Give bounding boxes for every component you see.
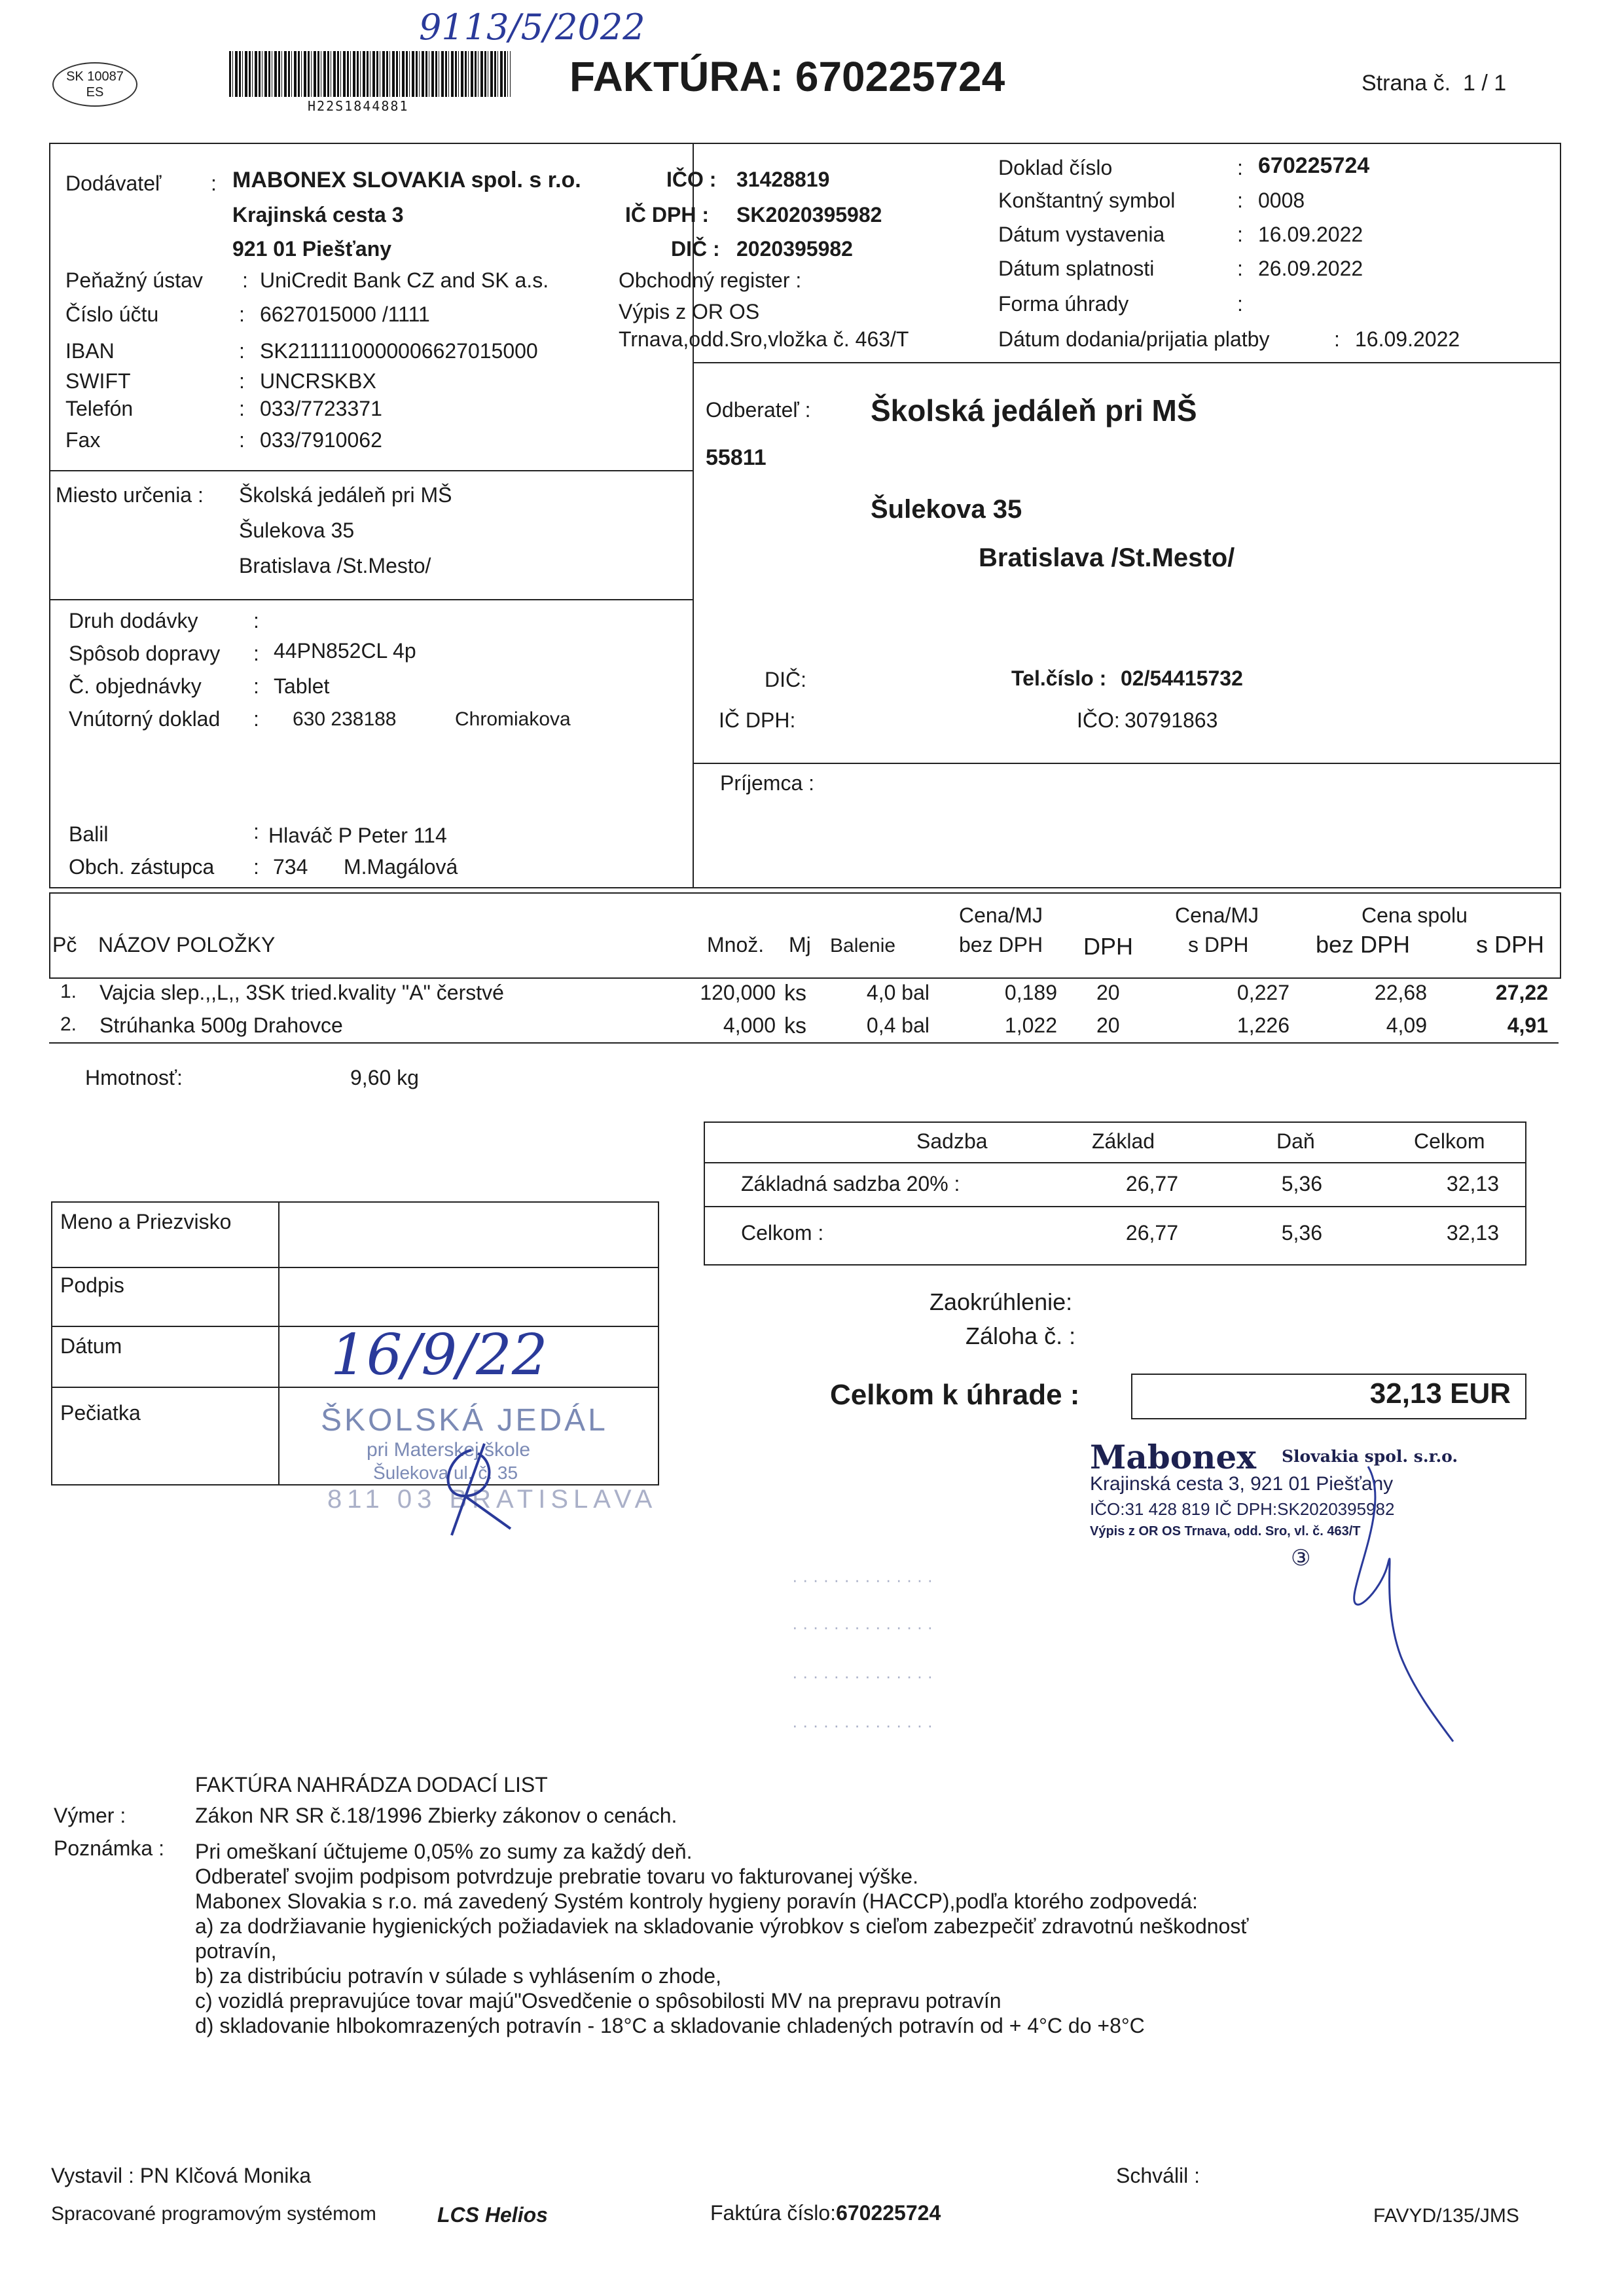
vat-row-label: Základná sadzba 20% : xyxy=(741,1172,960,1195)
customer-box-top xyxy=(693,362,1560,363)
supplier-colon: : xyxy=(211,172,217,195)
barcode xyxy=(229,51,511,97)
signature-table-divider xyxy=(278,1201,280,1484)
sales-rep-colon: : xyxy=(253,855,259,879)
supplier-label: Dodávateľ xyxy=(65,172,162,195)
recipient-label: Príjemca : xyxy=(720,771,815,795)
note-line: Mabonex Slovakia s r.o. má zavedený Systém kontroly hygieny poravín (HACCP),podľa ktorého zodpovedá: xyxy=(195,1889,1198,1913)
vat-summary-row-line xyxy=(704,1206,1525,1207)
bank-colon: : xyxy=(242,268,248,292)
weight-label: Hmotnosť: xyxy=(85,1066,183,1089)
destination-line3: Bratislava /St.Mesto/ xyxy=(239,554,431,577)
customer-street: Šulekova 35 xyxy=(871,495,1022,524)
transport-value: 44PN852CL 4p xyxy=(274,639,416,663)
approved-by-label: Schválil : xyxy=(1116,2164,1200,2187)
supplier-icdph: SK2020395982 xyxy=(736,203,882,227)
order-colon: : xyxy=(253,674,259,698)
packer-colon: : xyxy=(253,820,259,843)
fax-value: 033/7910062 xyxy=(260,428,382,452)
vat-row-base: 26,77 xyxy=(1125,1172,1178,1195)
delivery-type-colon: : xyxy=(253,609,259,632)
sales-rep-label: Obch. zástupca xyxy=(69,855,215,879)
account-colon: : xyxy=(239,302,245,326)
note-line: c) vozidlá prepravujúce tovar majú"Osvedčenie o spôsobilosti MV na prepravu potravín xyxy=(195,1989,1001,2013)
vat-row-label: Celkom : xyxy=(741,1221,824,1245)
note-line: Pri omeškaní účtujeme 0,05% zo sumy za každý deň. xyxy=(195,1840,693,1863)
supplier-name: MABONEX SLOVAKIA spol. s r.o. xyxy=(232,168,581,192)
destination-line2: Šulekova 35 xyxy=(239,519,355,542)
internal-doc-label: Vnútorný doklad xyxy=(69,707,221,731)
issued-by xyxy=(51,2164,311,2188)
note-line: a) za dodržiavanie hygienických požiadaviek na skladovanie výrobkov s cieľom zabezpečiť zdravotnú neškodnosť xyxy=(195,1914,1249,1938)
vat-row-total: 32,13 xyxy=(1446,1172,1499,1195)
col-price-vat-bottom: s DPH xyxy=(1188,933,1249,957)
system-name: LCS Helios xyxy=(437,2203,548,2227)
vat-header-tax: Daň xyxy=(1276,1129,1315,1153)
item-pack: 4,0 bal xyxy=(866,981,929,1004)
internal-doc-person: Chromiakova xyxy=(455,708,571,730)
fax-colon: : xyxy=(239,428,245,452)
signature-row-line1 xyxy=(51,1267,658,1268)
name-field-label: Meno a Priezvisko xyxy=(60,1210,232,1233)
supplier-ico-label: IČO : xyxy=(666,168,717,191)
page-label: Strana č. xyxy=(1362,71,1451,96)
doc-no-value: 670225724 xyxy=(1258,153,1370,178)
item-qty: 120,000 xyxy=(700,981,776,1004)
seal-line2: ES xyxy=(86,85,104,100)
customer-id: 55811 xyxy=(706,445,767,470)
handwritten-reference: 9113/5/2022 xyxy=(419,7,645,48)
company-stamp-address: Krajinská cesta 3, 921 01 Piešťany xyxy=(1090,1473,1394,1495)
col-unit: Mj xyxy=(789,933,811,957)
phone-colon: : xyxy=(239,397,245,420)
col-vat: DPH xyxy=(1083,933,1134,960)
item-total-excl: 4,09 xyxy=(1386,1013,1427,1037)
phone-label: Telefón xyxy=(65,397,134,420)
const-symbol-label: Konštantný symbol xyxy=(998,189,1176,212)
school-stamp-line1: ŠKOLSKÁ JEDÁL xyxy=(321,1403,608,1438)
seal-line1: SK 10087 xyxy=(66,69,124,84)
swift-label: SWIFT xyxy=(65,369,131,393)
bleed-through-mark-3: · · · · · · · · · · · · · · xyxy=(792,1666,933,1686)
supplier-dic-label: DIČ : xyxy=(671,237,720,261)
items-bottom-line xyxy=(49,1042,1559,1044)
customer-icdph-label: IČ DPH: xyxy=(719,708,796,732)
system-label: Spracované programovým systémom xyxy=(51,2203,376,2225)
vat-row-total: 32,13 xyxy=(1446,1221,1499,1245)
rounding-label: Zaokrúhlenie: xyxy=(929,1288,1073,1315)
issue-date-value: 16.09.2022 xyxy=(1258,223,1363,246)
notes-label: Poznámka : xyxy=(54,1836,164,1860)
register-line1: Výpis z OR OS xyxy=(619,300,760,323)
swift-value: UNCRSKBX xyxy=(260,369,376,393)
supplier-box-bottom xyxy=(49,470,694,471)
customer-city: Bratislava /St.Mesto/ xyxy=(979,543,1235,572)
customer-ico: 30791863 xyxy=(1125,708,1218,732)
customer-tel-label: Tel.číslo : xyxy=(1011,666,1107,690)
doc-no-colon: : xyxy=(1237,156,1243,179)
item-total-incl: 4,91 xyxy=(1507,1013,1548,1037)
note-line: Odberateľ svojim podpisom potvrdzuje prebratie tovaru vo fakturovanej výške. xyxy=(195,1865,918,1888)
account-value: 6627015000 /1111 xyxy=(260,302,430,326)
col-qty: Množ. xyxy=(707,933,765,957)
note-line: b) za distribúciu potravín v súlade s vyhlásením o zhode, xyxy=(195,1964,721,1988)
issued-by-value: PN Klčová Monika xyxy=(139,2164,312,2187)
decree-text: Zákon NR SR č.18/1996 Zbierky zákonov o cenách. xyxy=(195,1804,677,1827)
page-value: 1 / 1 xyxy=(1462,71,1507,96)
notes-heading: FAKTÚRA NAHRÁDZA DODACÍ LIST xyxy=(195,1773,548,1796)
item-unit: ks xyxy=(784,981,806,1006)
vat-summary-header-line xyxy=(704,1162,1525,1163)
col-price-top: Cena/MJ xyxy=(959,903,1043,927)
bank-label: Peňažný ústav xyxy=(65,268,203,292)
supplier-street: Krajinská cesta 3 xyxy=(232,203,404,227)
signature-field-label: Podpis xyxy=(60,1273,124,1297)
issue-date-colon: : xyxy=(1237,223,1243,246)
delivery-date-label: Dátum dodania/prijatia platby xyxy=(998,327,1270,351)
sales-rep-code: 734 xyxy=(273,855,308,879)
item-unit: ks xyxy=(784,1013,806,1038)
transport-colon: : xyxy=(253,642,259,665)
customs-seal xyxy=(52,62,137,107)
item-price-vat: 1,226 xyxy=(1236,1013,1290,1037)
item-total-excl: 22,68 xyxy=(1374,981,1427,1004)
col-price-bottom: bez DPH xyxy=(959,933,1043,957)
swift-colon: : xyxy=(239,369,245,393)
company-stamp-name-rest: Slovakia spol. s.r.o. xyxy=(1282,1447,1458,1466)
issue-date-label: Dátum vystavenia xyxy=(998,223,1165,246)
bank-value: UniCredit Bank CZ and SK a.s. xyxy=(260,268,549,292)
iban-label: IBAN xyxy=(65,339,115,363)
barcode-text: H22S1844881 xyxy=(308,98,409,114)
const-symbol-colon: : xyxy=(1237,189,1243,212)
register-label: Obchodný register : xyxy=(619,268,802,292)
bleed-through-mark-1: · · · · · · · · · · · · · · xyxy=(792,1570,933,1590)
payment-form-label: Forma úhrady xyxy=(998,292,1129,316)
date-field-label: Dátum xyxy=(60,1334,122,1358)
internal-doc-value: 630 238188 xyxy=(293,708,397,730)
customer-label: Odberateľ : xyxy=(706,398,811,422)
delivery-date-value: 16.09.2022 xyxy=(1355,327,1460,351)
deposit-label: Záloha č. : xyxy=(965,1322,1076,1349)
vat-row-tax: 5,36 xyxy=(1281,1172,1322,1195)
col-price-vat-top: Cena/MJ xyxy=(1175,903,1259,927)
const-symbol-value: 0008 xyxy=(1258,189,1305,212)
stamp-field-label: Pečiatka xyxy=(60,1401,141,1425)
customer-dic-label: DIČ: xyxy=(765,668,806,691)
destination-label: Miesto určenia : xyxy=(56,483,204,507)
col-total-incl: s DPH xyxy=(1476,931,1545,958)
vat-row-base: 26,77 xyxy=(1125,1221,1178,1245)
item-price-vat: 0,227 xyxy=(1236,981,1290,1004)
doc-no-label: Doklad číslo xyxy=(998,156,1113,179)
due-date-value: 26.09.2022 xyxy=(1258,257,1363,280)
payment-form-colon: : xyxy=(1237,292,1243,316)
page-indicator xyxy=(1362,71,1506,96)
register-line2: Trnava,odd.Sro,vložka č. 463/T xyxy=(619,327,909,351)
supplier-signature xyxy=(1342,1460,1473,1748)
company-stamp-name: Mabonex xyxy=(1090,1438,1257,1476)
form-code: FAVYD/135/JMS xyxy=(1373,2205,1519,2227)
amount-due-value: 32,13 EUR xyxy=(1369,1377,1511,1410)
item-pack: 0,4 bal xyxy=(866,1013,929,1037)
col-total-excl: bez DPH xyxy=(1316,931,1411,958)
fax-label: Fax xyxy=(65,428,101,452)
invoice-title-number: 670225724 xyxy=(795,53,1005,100)
supplier-city: 921 01 Piešťany xyxy=(232,237,392,261)
item-name: Vajcia slep.,,L,, 3SK tried.kvality "A" čerstvé xyxy=(99,981,504,1004)
recipient-box-top xyxy=(693,763,1560,764)
signature-scribble xyxy=(432,1424,524,1542)
transport-label: Spôsob dopravy xyxy=(69,642,221,665)
decree-label: Výmer : xyxy=(54,1804,126,1827)
bleed-through-mark-2: · · · · · · · · · · · · · · xyxy=(792,1617,933,1637)
footer-invoice-label: Faktúra číslo: xyxy=(710,2201,837,2225)
school-stamp-line4: 811 03 BRATISLAVA xyxy=(327,1485,658,1514)
customer-tel: 02/54415732 xyxy=(1121,666,1243,690)
company-stamp-register: Výpis z OR OS Trnava, odd. Sro, vl. č. 463/T xyxy=(1090,1524,1361,1539)
school-stamp-line2: pri Materskej škole xyxy=(367,1439,531,1461)
destination-box-bottom xyxy=(49,599,694,600)
order-label: Č. objednávky xyxy=(69,674,202,698)
item-total-incl: 27,22 xyxy=(1495,981,1548,1004)
customer-name: Školská jedáleň pri MŠ xyxy=(871,393,1197,428)
company-stamp-ids: IČO:31 428 819 IČ DPH:SK2020395982 xyxy=(1090,1499,1395,1519)
invoice-title-label: FAKTÚRA: xyxy=(569,53,784,100)
supplier-icdph-label: IČ DPH : xyxy=(625,203,709,227)
supplier-ico: 31428819 xyxy=(736,168,830,191)
handwritten-date: 16/9/22 xyxy=(331,1322,548,1388)
item-vat: 20 xyxy=(1096,981,1120,1004)
due-date-label: Dátum splatnosti xyxy=(998,257,1155,280)
internal-doc-colon: : xyxy=(253,707,259,731)
col-pack: Balenie xyxy=(830,935,896,957)
vat-header-base: Základ xyxy=(1092,1129,1155,1153)
customer-ico-label: IČO: xyxy=(1077,708,1120,732)
issued-by-label: Vystavil : xyxy=(51,2164,134,2187)
school-stamp-line3: Šulekova ul. č. 35 xyxy=(373,1463,518,1483)
bleed-through-mark-4: · · · · · · · · · · · · · · xyxy=(792,1715,933,1735)
iban-value: SK2111110000006627015000 xyxy=(260,339,538,363)
note-line: potravín, xyxy=(195,1939,277,1963)
item-price: 1,022 xyxy=(1004,1013,1057,1037)
weight-value: 9,60 kg xyxy=(350,1066,419,1089)
vat-row-tax: 5,36 xyxy=(1281,1221,1322,1245)
col-pc: Pč xyxy=(52,933,77,957)
item-no: 1. xyxy=(60,981,77,1002)
item-qty: 4,000 xyxy=(723,1013,776,1037)
delivery-type-label: Druh dodávky xyxy=(69,609,198,632)
amount-due-label: Celkom k úhrade : xyxy=(830,1379,1080,1411)
note-line: d) skladovanie hlbokomrazených potravín - 18°C a skladovanie chladených potravín od + 4°C do +8°C xyxy=(195,2014,1145,2037)
invoice-title xyxy=(569,52,1005,101)
item-name: Strúhanka 500g Drahovce xyxy=(99,1013,343,1037)
footer-invoice xyxy=(710,2201,941,2225)
packer-label: Balil xyxy=(69,822,109,846)
phone-value: 033/7723371 xyxy=(260,397,382,420)
company-stamp-mark: ③ xyxy=(1291,1546,1311,1571)
item-vat: 20 xyxy=(1096,1013,1120,1037)
col-name: NÁZOV POLOŽKY xyxy=(98,933,276,957)
order-value: Tablet xyxy=(274,674,330,698)
delivery-date-colon: : xyxy=(1334,327,1340,351)
vat-header-rate: Sadzba xyxy=(916,1129,988,1153)
vat-header-total: Celkom xyxy=(1414,1129,1485,1153)
footer-invoice-number: 670225724 xyxy=(836,2201,941,2225)
sales-rep-name: M.Magálová xyxy=(344,855,458,879)
destination-line1: Školská jedáleň pri MŠ xyxy=(239,483,452,507)
iban-colon: : xyxy=(239,339,245,363)
col-total-top: Cena spolu xyxy=(1362,903,1468,927)
account-label: Číslo účtu xyxy=(65,302,159,326)
item-no: 2. xyxy=(60,1013,77,1035)
packer-value: Hlaváč P Peter 114 xyxy=(268,824,447,847)
due-date-colon: : xyxy=(1237,257,1243,280)
item-price: 0,189 xyxy=(1004,981,1057,1004)
supplier-dic: 2020395982 xyxy=(736,237,853,261)
